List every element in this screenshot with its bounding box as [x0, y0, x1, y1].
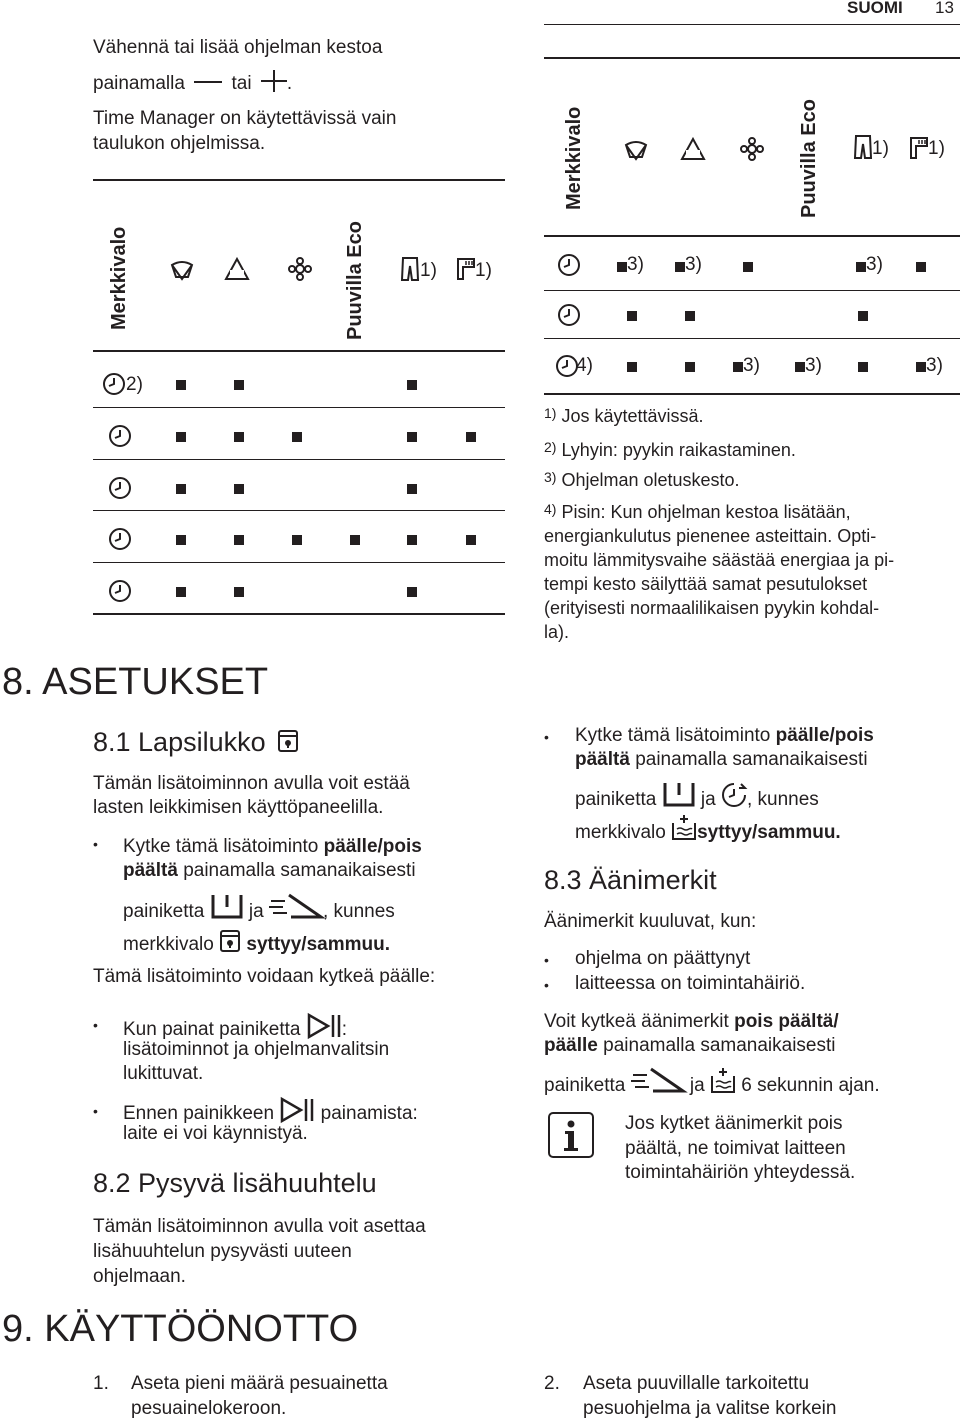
time-manager-icon — [721, 782, 747, 808]
step2-b: pesuohjelma ja valitse korkein — [583, 1398, 837, 1419]
s83-b2: laitteessa on toimintahäiriö. — [575, 973, 806, 994]
s81-p2: Tämä lisätoiminto voidaan kytkeä päälle: — [93, 966, 436, 987]
fn1-text: Jos käytettävissä. — [561, 406, 704, 426]
s81-b1d — [123, 929, 390, 957]
r82-b1b — [575, 747, 868, 772]
easy-iron-icon — [170, 257, 194, 281]
s81-b3b: laite ei voi käynnistyä. — [123, 1123, 308, 1144]
plus-icon — [261, 70, 287, 92]
s81-b1a-pre: Kytke tämä lisätoiminto — [123, 836, 319, 857]
mark — [466, 535, 476, 545]
mark — [176, 484, 186, 494]
s83-p2c-c: 6 sekunnin ajan. — [741, 1075, 880, 1096]
row-rule — [93, 510, 505, 511]
left-merkkivalo-header: Merkkivalo — [108, 226, 130, 330]
fn1-num: 1) — [544, 405, 557, 421]
s81-b1a-bold: päälle/pois — [323, 836, 422, 857]
mark — [795, 362, 805, 372]
footnote-2 — [544, 436, 796, 462]
mark — [685, 311, 695, 321]
r3-note-first: 4) — [576, 355, 593, 376]
s81-b3a-a: Ennen painikkeen — [123, 1103, 275, 1124]
s83-p2b-bold: päälle — [544, 1035, 598, 1056]
fn4-line-a: Pisin: Kun ohjelman kestoa lisätään, — [561, 502, 851, 522]
mark — [407, 587, 417, 597]
s81-b1d-b: syttyy/sammuu. — [246, 934, 390, 955]
header-language: SUOMI — [847, 0, 903, 17]
s81-b1b — [123, 858, 416, 883]
fn4-line-f: la). — [544, 622, 570, 642]
mark — [176, 587, 186, 597]
s81-b2b: lisätoiminnot ja ohjelmanvalitsin — [123, 1039, 390, 1060]
fn2-num: 2) — [544, 439, 557, 455]
time-icon-4 — [108, 527, 132, 551]
left-row1-note: 2) — [126, 374, 143, 395]
footnote-4 — [544, 497, 894, 644]
fn4-line-e: (erityisesti normaalilikaisen pyykin kohdal- — [544, 598, 880, 618]
s83-p2a-pre: Voit kytkeä äänimerkit — [544, 1011, 729, 1032]
intro-line1: Vähennä tai lisää ohjelman kestoa — [93, 37, 383, 58]
fn4-line-c: moitu lämmitysvaihe säästää energiaa ja pi- — [544, 550, 895, 570]
s81-b1c-b: ja — [248, 901, 264, 922]
footnote-1 — [544, 402, 704, 428]
right-note-1b: 1) — [928, 138, 945, 159]
r82-b1c-c: , kunnes — [746, 789, 819, 810]
s82-p1a: Tämän lisätoiminnon avulla voit asettaa — [93, 1216, 426, 1237]
delicates-icon — [288, 257, 312, 281]
mark — [292, 535, 302, 545]
intro-line2b: tai — [231, 73, 252, 94]
s81-b1c — [123, 893, 395, 924]
bullet: • — [93, 1103, 98, 1119]
s82-p1c: ohjelmaan. — [93, 1266, 186, 1287]
section-title-settings: 8. ASETUKSET — [2, 661, 269, 703]
bullet: • — [93, 836, 98, 852]
r82-b1c-b: ja — [700, 789, 716, 810]
info-icon — [548, 1112, 594, 1158]
step2-a: Aseta puuvillalle tarkoitettu — [583, 1373, 810, 1394]
mark — [858, 362, 868, 372]
page-number: 13 — [935, 0, 954, 17]
r3-note-b: 3) — [805, 355, 822, 376]
r82-b1c-a: painiketta — [575, 789, 657, 810]
intro-line2 — [93, 70, 292, 96]
s83-p2a — [544, 1009, 839, 1034]
row-rule — [544, 290, 960, 291]
s81-b1d-a: merkkivalo — [123, 934, 214, 955]
right-puuvilla-header: Puuvilla Eco — [798, 99, 820, 218]
right-table-bottom-rule — [544, 393, 960, 395]
s82-title: 8.2 Pysyvä lisähuuhtelu — [93, 1168, 377, 1198]
s83-p2b-rest: painamalla samanaikaisesti — [603, 1035, 836, 1056]
fn4-line-d: tempi kesto säilyttää samat pesutulokset — [544, 574, 868, 594]
mark — [407, 432, 417, 442]
r82-b1a-pre: Kytke tämä lisätoiminto — [575, 725, 771, 746]
r82-b1d-b: syttyy/sammuu. — [697, 822, 841, 843]
r82-b1b-bold: päältä — [575, 749, 630, 770]
fn3-text: Ohjelman oletuskesto. — [561, 470, 740, 490]
row-rule — [93, 562, 505, 563]
mark — [466, 432, 476, 442]
header-rule — [544, 24, 960, 25]
time-icon-1 — [102, 372, 126, 396]
step1-num: 1. — [93, 1373, 109, 1394]
row-rule — [93, 407, 505, 408]
bullet: • — [544, 729, 549, 745]
start-delay-button-icon — [662, 781, 696, 807]
child-lock-icon — [277, 729, 299, 753]
s83-p2c-a: painiketta — [544, 1075, 626, 1096]
right-table-top-rule — [544, 57, 960, 59]
mark — [407, 484, 417, 494]
step2-num: 2. — [544, 1373, 560, 1394]
s81-b1a — [123, 834, 422, 859]
time-icon-3 — [108, 476, 132, 500]
s81-p1b: lasten leikkimisen käyttöpaneelilla. — [93, 797, 384, 818]
mark — [617, 262, 627, 272]
spin-button-icon — [269, 893, 323, 921]
delicates-icon — [740, 137, 764, 161]
start-delay-button-icon — [210, 893, 244, 919]
footnote-3 — [544, 466, 740, 492]
s81-title-text: 8.1 Lapsilukko — [93, 727, 266, 757]
intro-line3: Time Manager on käytettävissä vain — [93, 108, 397, 129]
child-lock-title — [93, 726, 299, 758]
jeans-icon — [853, 134, 873, 160]
s83-info-a: Jos kytket äänimerkit pois — [625, 1113, 843, 1134]
intro-line2a: painamalla — [93, 73, 185, 94]
mark — [176, 535, 186, 545]
mark — [350, 535, 360, 545]
s81-b1b-bold: päältä — [123, 860, 178, 881]
row-rule — [544, 338, 960, 339]
right-table-header-rule — [544, 235, 960, 237]
time-icon-r1 — [557, 253, 581, 277]
bedding-icon — [455, 257, 477, 281]
s83-p2a-bold: pois päältä/ — [734, 1011, 839, 1032]
r3-note-a: 3) — [743, 355, 760, 376]
step1-a: Aseta pieni määrä pesuainetta — [131, 1373, 388, 1394]
r1-note-b: 3) — [685, 254, 702, 275]
intro-line2c: . — [286, 73, 293, 94]
mark — [176, 432, 186, 442]
mark — [234, 380, 244, 390]
section-title-startup: 9. KÄYTTÖÖNOTTO — [2, 1308, 359, 1350]
synthetics-icon — [224, 257, 250, 281]
easy-iron-icon — [624, 137, 648, 161]
mark — [176, 380, 186, 390]
extra-rinse-icon — [671, 815, 697, 841]
row-rule — [93, 459, 505, 460]
r82-b1c — [575, 781, 819, 812]
r1-note-a: 3) — [627, 254, 644, 275]
mark — [916, 362, 926, 372]
r3-note-c: 3) — [926, 355, 943, 376]
intro-line4: taulukon ohjelmissa. — [93, 133, 266, 154]
s81-b3a-b: painamista: — [320, 1103, 418, 1124]
time-icon-5 — [108, 579, 132, 603]
mark — [292, 432, 302, 442]
left-table-header-rule — [93, 350, 505, 352]
s83-b1: ohjelma on päättynyt — [575, 948, 751, 969]
s81-p1a: Tämän lisätoiminnon avulla voit estää — [93, 773, 410, 794]
s83-title: 8.3 Äänimerkit — [544, 865, 717, 895]
left-puuvilla-header: Puuvilla Eco — [344, 221, 366, 340]
r82-b1b-rest: painamalla samanaikaisesti — [635, 749, 868, 770]
s83-p2c-b: ja — [689, 1075, 705, 1096]
mark — [234, 587, 244, 597]
left-note-1b: 1) — [475, 260, 492, 281]
mark — [407, 380, 417, 390]
right-note-1a: 1) — [872, 138, 889, 159]
fn4-num: 4) — [544, 501, 557, 517]
mark — [627, 311, 637, 321]
mark — [675, 262, 685, 272]
right-merkkivalo-header: Merkkivalo — [563, 106, 585, 210]
mark — [856, 262, 866, 272]
time-icon-r2 — [557, 303, 581, 327]
r82-b1a — [575, 723, 874, 748]
s83-p1: Äänimerkit kuuluvat, kun: — [544, 911, 757, 932]
mark — [858, 311, 868, 321]
jeans-icon — [400, 256, 420, 282]
r82-b1a-bold: päälle/pois — [775, 725, 874, 746]
s81-b1c-a: painiketta — [123, 901, 205, 922]
left-table-top-rule — [93, 179, 505, 181]
s83-info-c: toimintahäiriön yhteydessä. — [625, 1162, 856, 1183]
left-table-bottom-rule — [93, 613, 505, 615]
fn3-num: 3) — [544, 469, 557, 485]
mark — [234, 432, 244, 442]
fn4-line-b: energiankulutus pienenee asteittain. Opti- — [544, 526, 877, 546]
fn2-text: Lyhyin: pyykin raikastaminen. — [561, 440, 796, 460]
mark — [627, 362, 637, 372]
s81-b2c: lukittuvat. — [123, 1063, 204, 1084]
extra-rinse-icon — [710, 1068, 736, 1094]
start-pause-icon — [279, 1096, 315, 1124]
s82-p1b: lisähuuhtelun pysyvästi uuteen — [93, 1241, 352, 1262]
r82-b1d-a: merkkivalo — [575, 822, 666, 843]
bullet: • — [544, 952, 549, 968]
s81-b1c-c: , kunnes — [322, 901, 395, 922]
mark — [733, 362, 743, 372]
child-lock-icon — [219, 929, 241, 953]
spin-button-icon — [631, 1067, 685, 1095]
mark — [743, 262, 753, 272]
s81-b1b-rest: painamalla samanaikaisesti — [183, 860, 416, 881]
left-note-1a: 1) — [420, 260, 437, 281]
s81-b2a-a: Kun painat painiketta — [123, 1019, 301, 1040]
bullet: • — [544, 977, 549, 993]
mark — [234, 484, 244, 494]
minus-icon — [194, 81, 222, 83]
s83-p2c — [544, 1067, 880, 1098]
mark — [685, 362, 695, 372]
bedding-icon — [908, 136, 930, 160]
mark — [234, 535, 244, 545]
r1-note-c: 3) — [866, 254, 883, 275]
synthetics-icon — [680, 137, 706, 161]
s81-b2a-b: : — [341, 1019, 348, 1040]
bullet: • — [93, 1017, 98, 1033]
step1-b: pesuainelokeroon. — [131, 1398, 287, 1419]
time-icon-2 — [108, 424, 132, 448]
s83-p2b — [544, 1033, 836, 1058]
mark — [407, 535, 417, 545]
mark — [916, 262, 926, 272]
start-pause-icon — [306, 1012, 342, 1040]
s83-info-b: päältä, ne toimivat laitteen — [625, 1138, 846, 1159]
r82-b1d — [575, 815, 841, 845]
